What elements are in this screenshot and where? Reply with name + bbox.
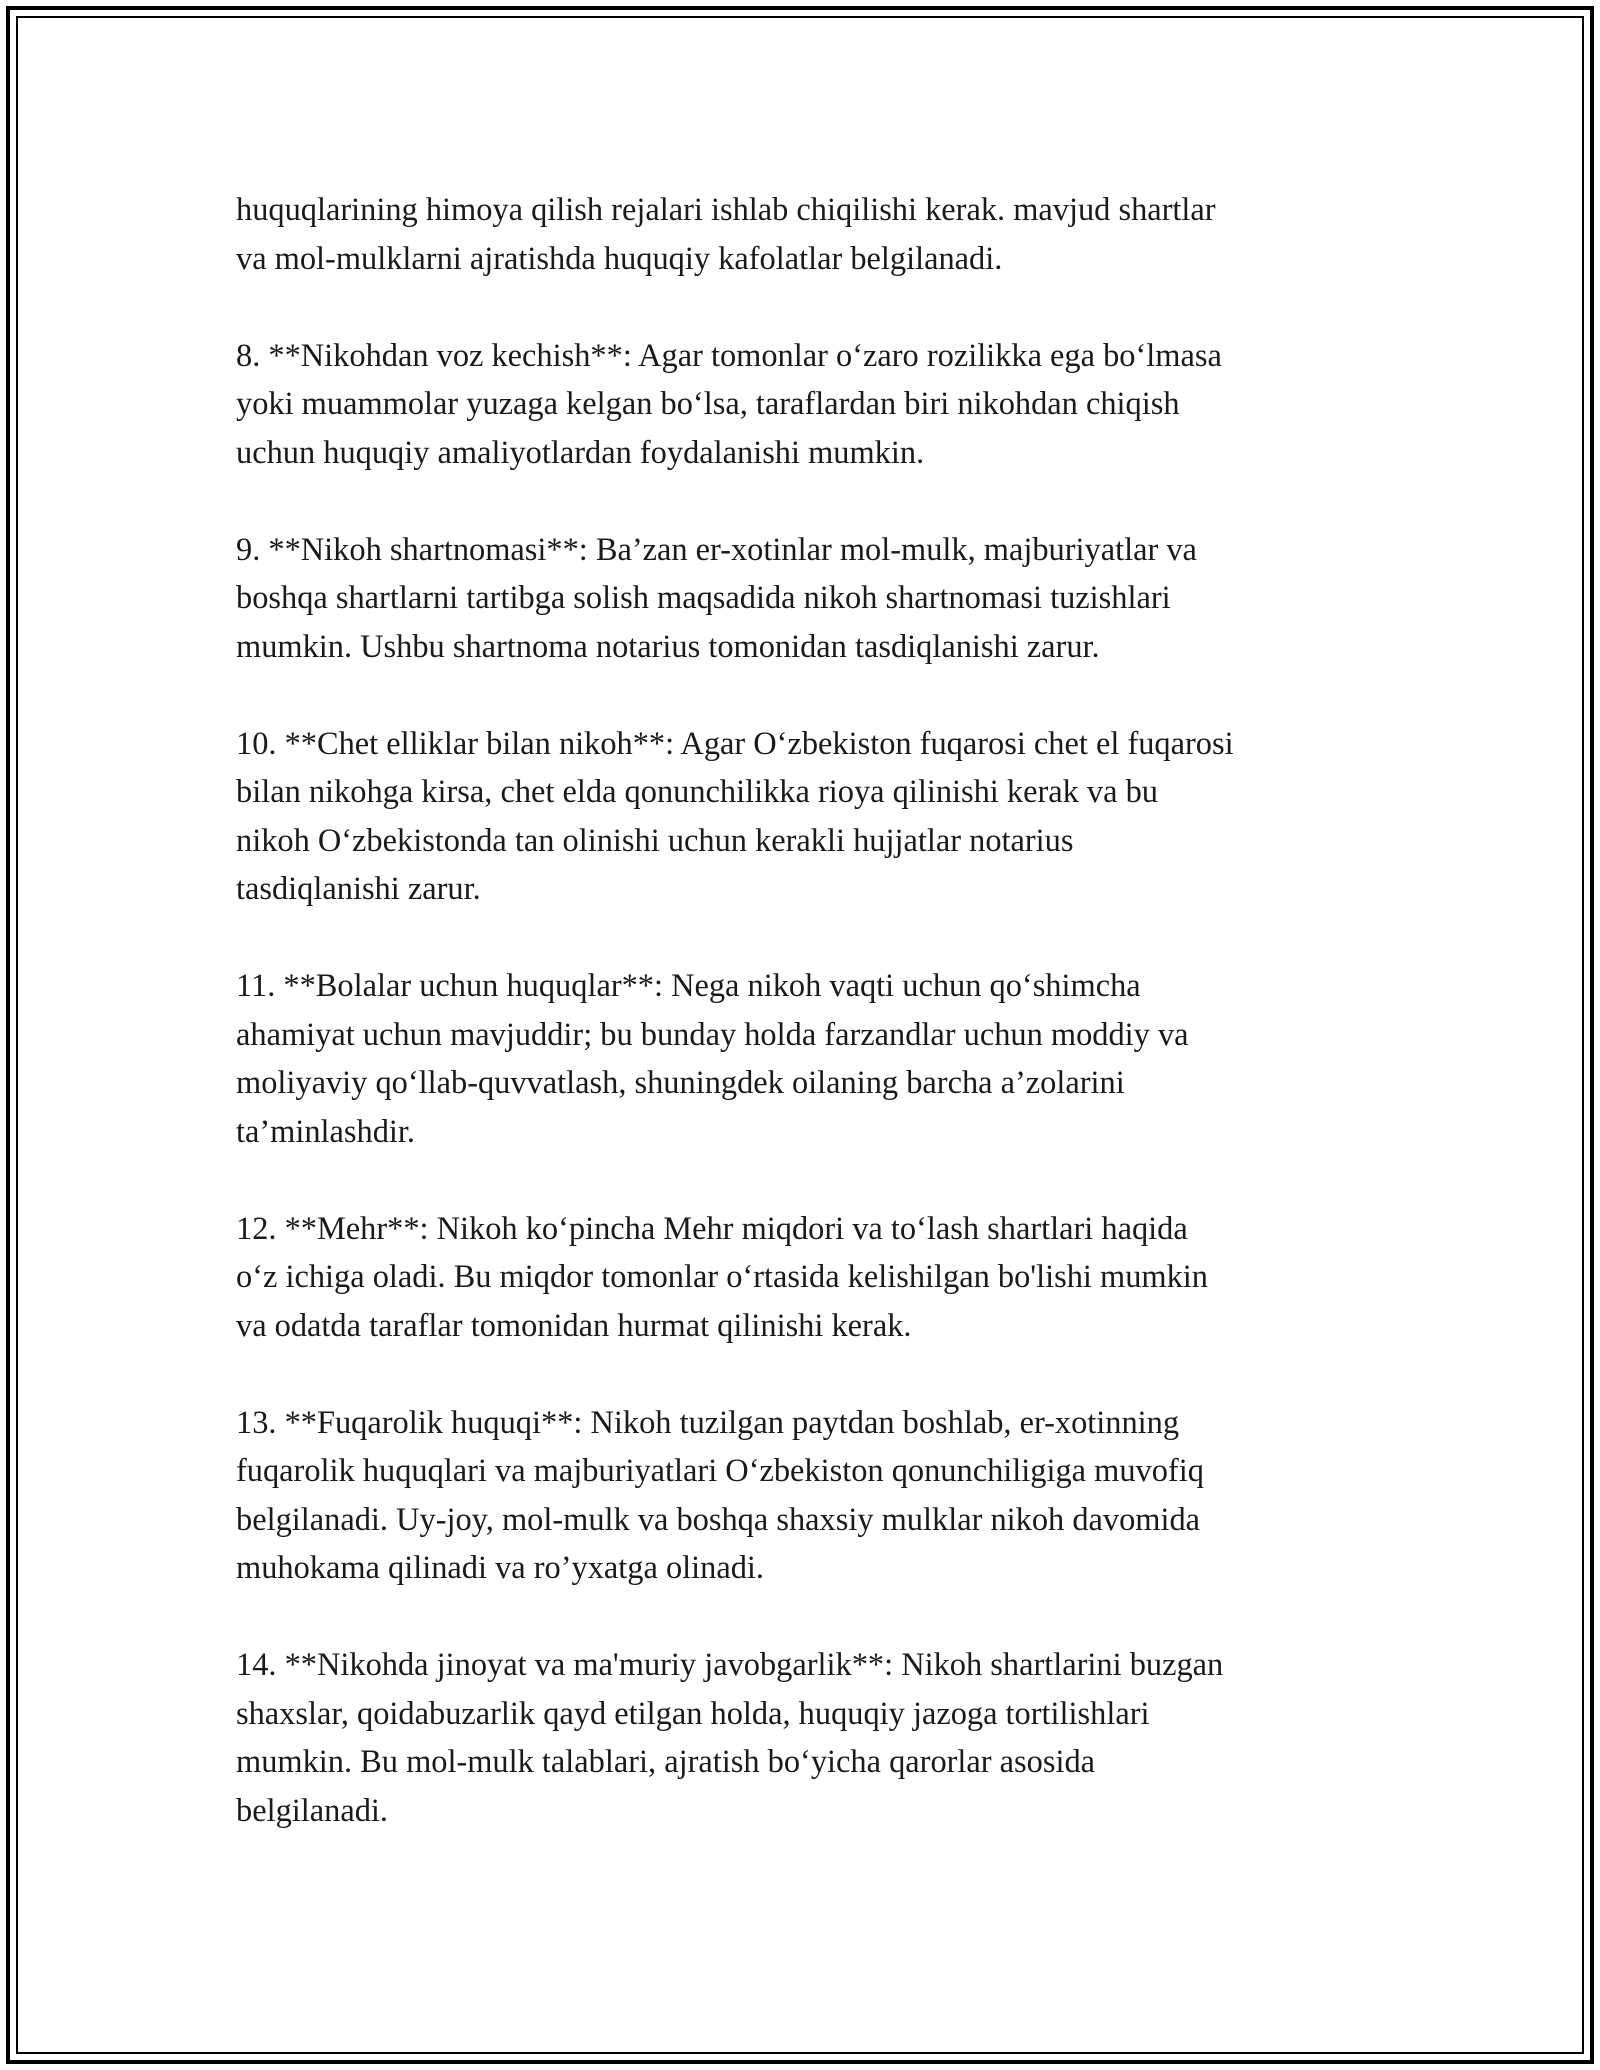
text-line: o‘z ichiga oladi. Bu miqdor tomonlar o‘rtasida kelishilgan bo'lishi mumkin [236,1259,1209,1295]
paragraph-item-13 [236,1399,1376,1593]
text-line: moliyaviy qo‘llab-quvvatlash, shuningdek oilaning barcha a’zolarini [236,1065,1125,1101]
text-line: va mol-mulklarni ajratishda huquqiy kafolatlar belgilanadi. [236,240,1003,277]
document-body [236,186,1376,1835]
paragraph-item-8 [236,332,1376,478]
text-line: shaxslar, qoidabuzarlik qayd etilgan holda, huquqiy jazoga tortilishlari [236,1695,1150,1732]
text-line: 13. **Fuqarolik huquqi**: Nikoh tuzilgan paytdan boshlab, er-xotinning [236,1404,1180,1441]
text-line: ahamiyat uchun mavjuddir; bu bunday holda farzandlar uchun moddiy va [236,1016,1189,1053]
text-line: huquqlarining himoya qilish rejalari ishlab chiqilishi kerak. mavjud shartlar [236,192,1216,228]
text-line: 12. **Mehr**: Nikoh ko‘pincha Mehr miqdori va to‘lash shartlari haqida [236,1210,1188,1247]
text-line: 8. **Nikohdan voz kechish**: Agar tomonlar o‘zaro rozilikka ega bo‘lmasa [236,337,1222,374]
paragraph-intro-continuation [236,186,1376,283]
text-line: belgilanadi. Uy-joy, mol-mulk va boshqa shaxsiy mulklar nikoh davomida [236,1501,1201,1538]
paragraph-item-12 [236,1205,1376,1351]
text-line: yoki muammolar yuzaga kelgan bo‘lsa, taraflardan biri nikohdan chiqish [236,386,1180,422]
text-line: va odatda taraflar tomonidan hurmat qilinishi kerak. [236,1307,912,1344]
paragraph-item-14 [236,1641,1376,1835]
text-line: mumkin. Bu mol-mulk talablari, ajratish bo‘yicha qarorlar asosida [236,1744,1096,1780]
text-line: uchun huquqiy amaliyotlardan foydalanishi mumkin. [236,434,925,471]
text-line: boshqa shartlarni tartibga solish maqsadida nikoh shartnomasi tuzishlari [236,580,1171,616]
text-line: ta’minlashdir. [236,1113,416,1150]
text-line: mumkin. Ushbu shartnoma notarius tomonidan tasdiqlanishi zarur. [236,628,1100,665]
text-line: muhokama qilinadi va ro’yxatga olinadi. [236,1550,765,1586]
text-line: tasdiqlanishi zarur. [236,871,481,907]
paragraph-item-10 [236,720,1376,914]
text-line: fuqarolik huquqlari va majburiyatlari O‘zbekiston qonunchiligiga muvofiq [236,1453,1204,1489]
paragraph-item-11 [236,962,1376,1156]
text-line: belgilanadi. [236,1792,389,1829]
text-line: 9. **Nikoh shartnomasi**: Ba’zan er-xotinlar mol-mulk, majburiyatlar va [236,531,1197,568]
text-line: 11. **Bolalar uchun huquqlar**: Nega nikoh vaqti uchun qo‘shimcha [236,968,1141,1004]
text-line: 14. **Nikohda jinoyat va ma'muriy javobgarlik**: Nikoh shartlarini buzgan [236,1647,1224,1683]
text-line: nikoh O‘zbekistonda tan olinishi uchun kerakli hujjatlar notarius [236,822,1074,859]
text-line: bilan nikohga kirsa, chet elda qonunchilikka rioya qilinishi kerak va bu [236,774,1158,810]
paragraph-item-9 [236,526,1376,672]
text-line: 10. **Chet elliklar bilan nikoh**: Agar O‘zbekiston fuqarosi chet el fuqarosi [236,725,1234,762]
